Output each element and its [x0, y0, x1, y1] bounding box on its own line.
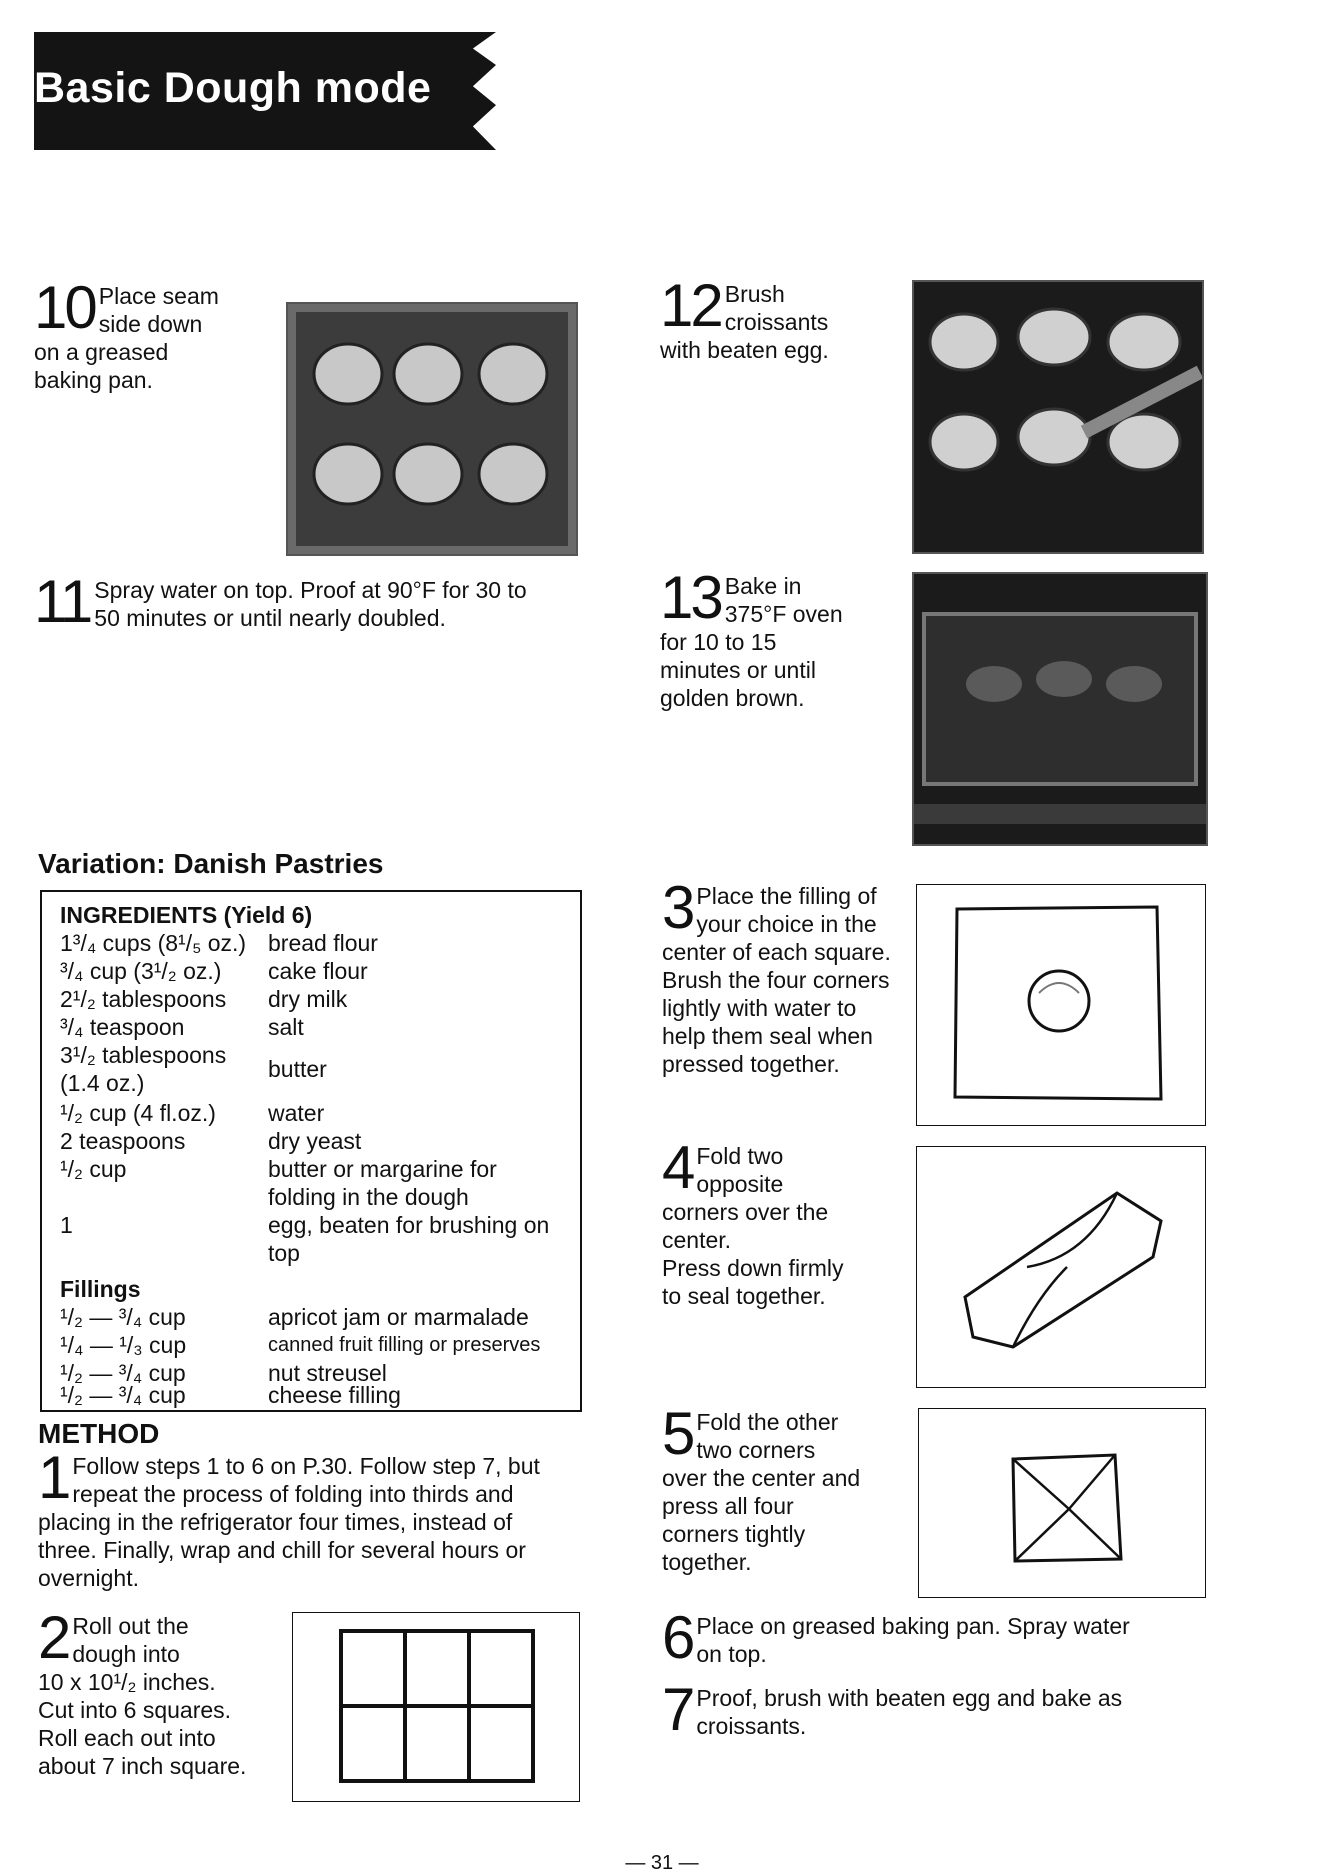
- step-text-line: repeat the process of folding into thirds and: [72, 1481, 514, 1507]
- step-text-line: together.: [662, 1549, 752, 1575]
- step-number: 12: [660, 272, 721, 339]
- step-text-line: Place on greased baking pan. Spray water: [696, 1613, 1130, 1639]
- variation-title: Variation: Danish Pastries: [38, 848, 384, 879]
- method-step-1: [38, 1444, 598, 1592]
- oven-photo: [912, 572, 1208, 846]
- step-number: 11: [34, 568, 91, 635]
- step-text-line: Place seam: [98, 283, 219, 309]
- step-text-line: 50 minutes or until nearly doubled.: [94, 605, 446, 631]
- filling-item: apricot jam or marmalade: [268, 1304, 529, 1330]
- step-text-line: Spray water on top. Proof at 90°F for 30 to: [94, 577, 527, 603]
- brushing-photo: [912, 280, 1204, 554]
- step-number: 7: [662, 1676, 693, 1743]
- step-number: 1: [38, 1444, 69, 1511]
- fold-four-corners-drawing: [918, 1408, 1206, 1598]
- ingredient-qty: 1: [60, 1212, 73, 1238]
- ingredient-item: salt: [268, 1014, 304, 1040]
- filling-item: cheese filling: [268, 1382, 401, 1408]
- step-number: 10: [34, 274, 95, 341]
- ingredient-qty: ¹/₂ cup: [60, 1156, 127, 1182]
- step-10: [34, 274, 274, 394]
- fillings-heading: Fillings: [60, 1276, 141, 1302]
- step-text-line: Proof, brush with beaten egg and bake as: [696, 1685, 1123, 1711]
- step-text-line: placing in the refrigerator four times, instead of: [38, 1509, 513, 1535]
- step-text-line: three. Finally, wrap and chill for several hours or: [38, 1537, 526, 1563]
- ingredient-item: cake flour: [268, 958, 368, 984]
- ingredient-item: dry yeast: [268, 1128, 362, 1154]
- step-text-line: corners tightly: [662, 1521, 806, 1547]
- filling-drawing: [916, 884, 1206, 1126]
- step-text-line: over the center and: [662, 1465, 861, 1491]
- ingredient-qty: ³/₄ teaspoon: [60, 1014, 185, 1040]
- fold-two-corners-drawing: [916, 1146, 1206, 1388]
- ingredient-row: [42, 1212, 578, 1268]
- step-text-line: two corners: [696, 1437, 816, 1463]
- step-11: [34, 568, 594, 635]
- step-text-line: opposite: [696, 1171, 784, 1197]
- step-text-line: 10 x 10¹/₂ inches.: [38, 1669, 216, 1695]
- filling-qty: ¹/₂ — ³/₄ cup: [60, 1304, 186, 1330]
- ingredients-box: [40, 890, 582, 1412]
- step-text-line: croissants.: [696, 1713, 807, 1739]
- filling-item: nut streusel: [268, 1360, 387, 1386]
- step-text-line: corners over the: [662, 1199, 829, 1225]
- step-number: 2: [38, 1604, 69, 1671]
- ingredient-item: butter: [268, 1056, 327, 1082]
- step-13: [660, 564, 900, 712]
- step-text-line: lightly with water to: [662, 995, 857, 1021]
- step-text-line: your choice in the: [696, 911, 877, 937]
- step-text-line: overnight.: [38, 1565, 140, 1591]
- ingredient-qty: 2¹/₂ tablespoons: [60, 986, 227, 1012]
- ingredients-heading: INGREDIENTS (Yield 6): [60, 902, 313, 928]
- step-text-line: Place the filling of: [696, 883, 877, 909]
- method-step-6: [662, 1604, 1302, 1671]
- step-number: 13: [660, 564, 721, 631]
- step-text-line: press all four: [662, 1493, 794, 1519]
- page-number: — 31 —: [625, 1852, 699, 1874]
- ingredient-row: [42, 1156, 578, 1212]
- step-text-line: Roll out the: [72, 1613, 189, 1639]
- step-text-line: Fold the other: [696, 1409, 839, 1435]
- ingredient-qty: ¹/₂ cup (4 fl.oz.): [60, 1100, 216, 1126]
- ingredient-item-extra: folding in the dough: [268, 1184, 469, 1210]
- ingredient-item: butter or margarine for: [268, 1156, 497, 1182]
- step-text-line: pressed together.: [662, 1051, 840, 1077]
- step-text-line: about 7 inch square.: [38, 1753, 247, 1779]
- ingredient-qty: ³/₄ cup (3¹/₂ oz.): [60, 958, 222, 984]
- filling-qty: ¹/₂ — ³/₄ cup: [60, 1382, 186, 1408]
- grid-drawing: [292, 1612, 580, 1802]
- step-text-line: center.: [662, 1227, 732, 1253]
- ingredient-qty-extra: (1.4 oz.): [60, 1070, 145, 1096]
- step-text-line: Fold two: [696, 1143, 784, 1169]
- step-text-line: croissants: [724, 309, 829, 335]
- ingredient-item: egg, beaten for brushing on: [268, 1212, 550, 1238]
- method-step-5: [662, 1400, 912, 1576]
- method-title: METHOD: [38, 1418, 160, 1449]
- step-text-line: baking pan.: [34, 367, 153, 393]
- step-12: [660, 272, 900, 364]
- step-text-line: on top.: [696, 1641, 767, 1667]
- method-step-7: [662, 1676, 1302, 1743]
- step-text-line: Press down firmly: [662, 1255, 844, 1281]
- page-title: Basic Dough mode: [34, 64, 432, 112]
- step-text-line: golden brown.: [660, 685, 805, 711]
- step-text-line: Brush: [724, 281, 785, 307]
- step-text-line: 375°F oven: [724, 601, 843, 627]
- step-text-line: with beaten egg.: [660, 337, 829, 363]
- step-text-line: Brush the four corners: [662, 967, 890, 993]
- step-text-line: Cut into 6 squares.: [38, 1697, 232, 1723]
- step-text-line: dough into: [72, 1641, 180, 1667]
- step-text-line: help them seal when: [662, 1023, 873, 1049]
- ingredient-item: dry milk: [268, 986, 348, 1012]
- ingredient-qty: 2 teaspoons: [60, 1128, 186, 1154]
- ingredient-qty: 3¹/₂ tablespoons: [60, 1042, 227, 1068]
- filling-qty: ¹/₄ — ¹/₃ cup: [60, 1332, 187, 1358]
- step-number: 6: [662, 1604, 693, 1671]
- filling-item: canned fruit filling or preserves: [268, 1334, 541, 1356]
- method-step-4: [662, 1134, 912, 1310]
- step-number: 4: [662, 1134, 693, 1201]
- ingredient-item: water: [268, 1100, 325, 1126]
- step-number: 3: [662, 874, 693, 941]
- ingredient-item-extra: top: [268, 1240, 300, 1266]
- step-text-line: center of each square.: [662, 939, 891, 965]
- ingredient-row: [42, 1042, 578, 1098]
- step-text-line: minutes or until: [660, 657, 816, 683]
- step-text-line: Follow steps 1 to 6 on P.30. Follow step 7, but: [72, 1453, 540, 1479]
- ingredient-item: bread flour: [268, 930, 378, 956]
- step-text-line: Bake in: [724, 573, 802, 599]
- step-text-line: Roll each out into: [38, 1725, 216, 1751]
- step-text-line: for 10 to 15: [660, 629, 777, 655]
- method-step-2: [38, 1604, 288, 1780]
- method-step-3: [662, 874, 912, 1078]
- ingredient-qty: 1³/₄ cups (8¹/₅ oz.): [60, 930, 247, 956]
- step-text-line: to seal together.: [662, 1283, 826, 1309]
- step-text-line: side down: [98, 311, 203, 337]
- step-number: 5: [662, 1400, 693, 1467]
- filling-qty: ¹/₂ — ³/₄ cup: [60, 1360, 186, 1386]
- baking-pan-photo: [286, 302, 578, 556]
- step-text-line: on a greased: [34, 339, 169, 365]
